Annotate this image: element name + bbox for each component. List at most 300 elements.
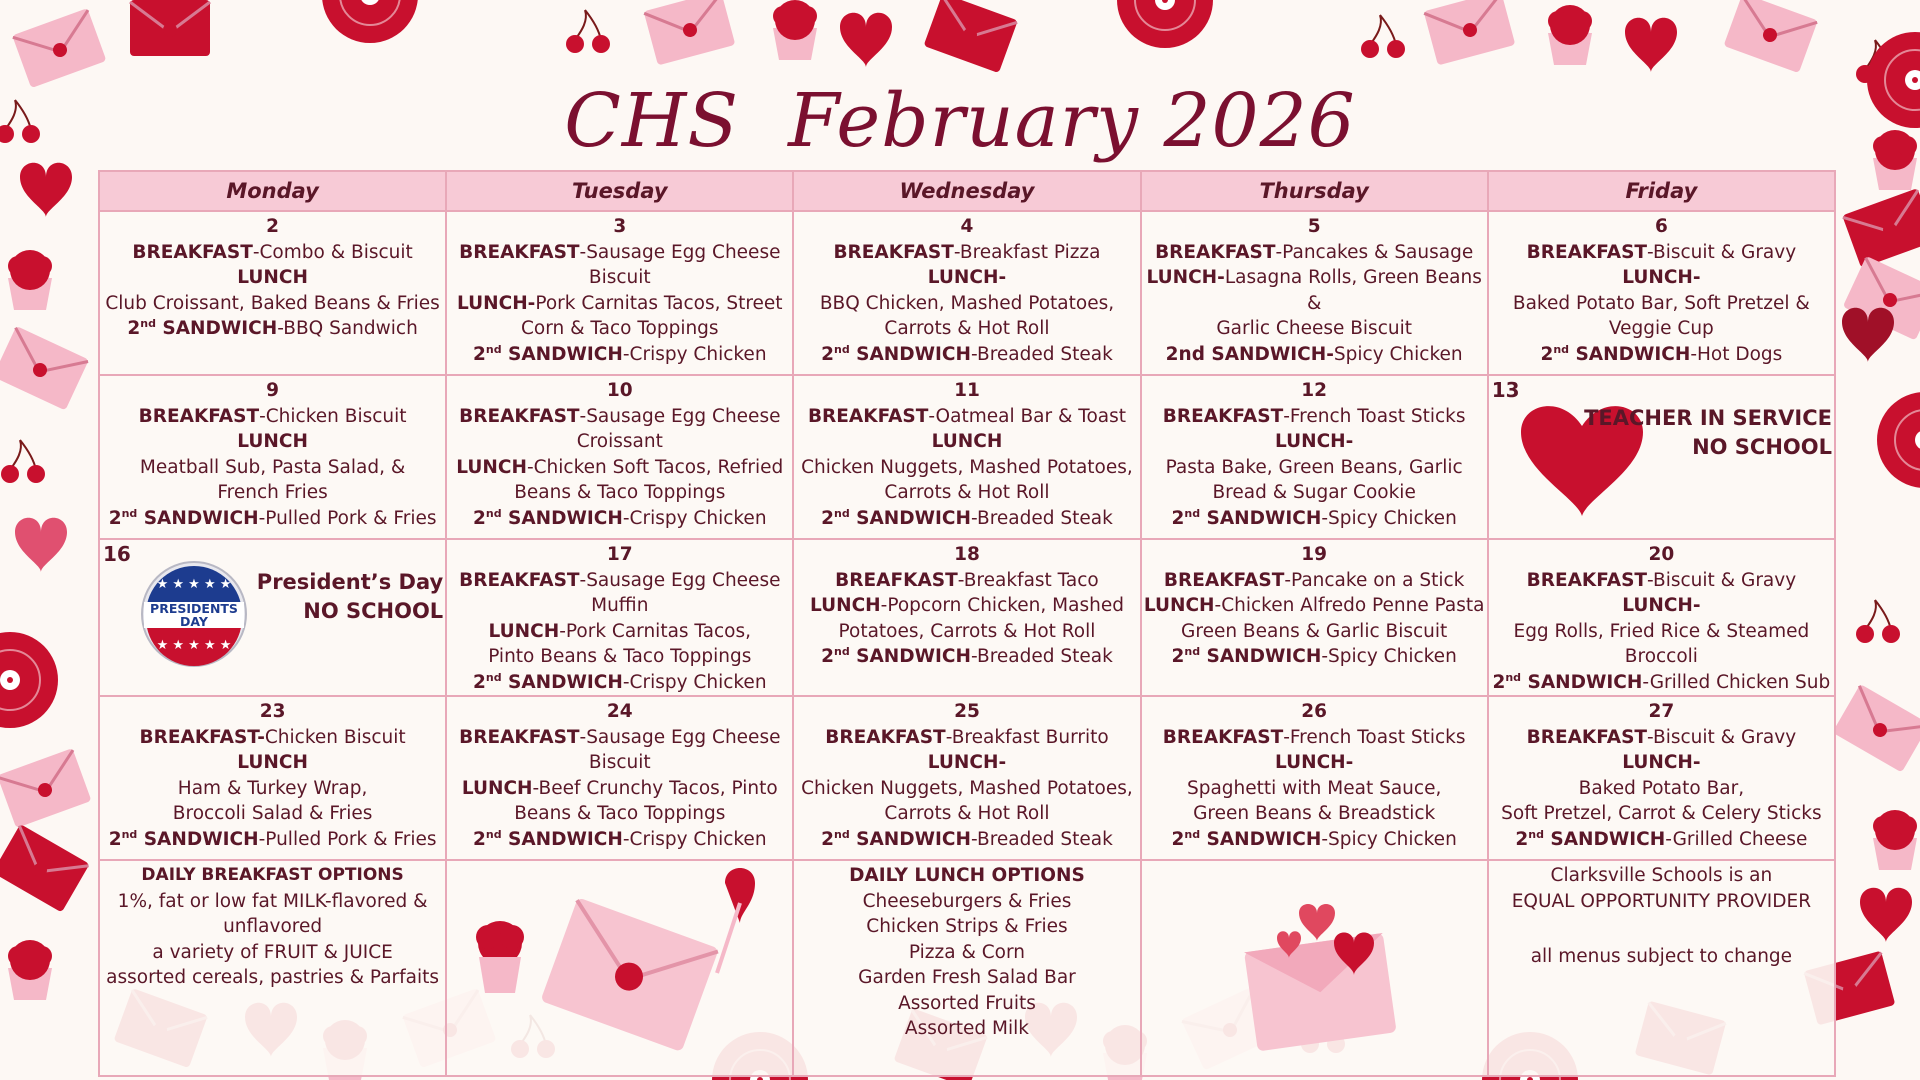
weekday-header: Friday <box>1488 171 1835 211</box>
menu-line <box>795 240 1138 266</box>
day-number: 27 <box>1648 701 1675 722</box>
menu-line <box>1143 644 1486 670</box>
svg-text:★ ★ ★ ★ ★: ★ ★ ★ ★ ★ <box>156 638 232 653</box>
menu-line-text: -Sausage Egg Cheese <box>579 405 781 427</box>
menu-line <box>101 404 444 430</box>
day-number: 23 <box>259 701 286 722</box>
menu-line-text: Croissant <box>576 431 663 452</box>
menu-line-text: Spicy Chicken <box>1333 343 1463 365</box>
menu-line-text: Carrots & Hot Roll <box>884 318 1050 339</box>
menu-line <box>1490 342 1833 368</box>
menu-line-label: LUNCH <box>237 431 308 452</box>
menu-line-label: BREAKFAST <box>132 241 253 263</box>
menu-line <box>448 644 791 670</box>
daily-breakfast-options <box>99 860 446 1076</box>
menu-line <box>101 455 444 481</box>
menu-line-text: Pasta Bake, Green Beans, Garlic <box>1165 456 1463 478</box>
menu-line-text: Spaghetti with Meat Sauce, <box>1186 777 1442 799</box>
menu-line-label: 2 <box>473 343 486 365</box>
day-number: 10 <box>606 380 633 401</box>
menu-line-text: Chicken Biscuit <box>264 726 406 748</box>
menu-line <box>795 568 1138 594</box>
menu-line <box>795 316 1138 342</box>
day-number: 9 <box>266 380 280 401</box>
menu-line-text: Green Beans & Breadstick <box>1193 803 1436 824</box>
menu-line-text: Meatball Sub, Pasta Salad, & <box>139 456 406 478</box>
menu-line <box>1490 801 1833 827</box>
week-row <box>99 539 1835 696</box>
menu-line <box>1143 776 1486 802</box>
menu-line <box>448 291 791 317</box>
menu-line <box>1143 455 1486 481</box>
menu-line-text: Carrots & Hot Roll <box>884 803 1050 824</box>
menu-line-text: -Breaded Steak <box>971 646 1113 667</box>
menu-line-text: Garlic Cheese Biscuit <box>1216 318 1412 339</box>
ordinal-suffix: nd <box>1528 827 1544 841</box>
menu-day-cell <box>793 696 1140 860</box>
menu-line-label: BREAKFAST <box>1155 241 1276 263</box>
decorative-cell <box>446 860 793 1076</box>
menu-line-label: SANDWICH <box>501 343 623 365</box>
menu-line <box>448 342 791 368</box>
menu-line-text: BBQ Chicken, Mashed Potatoes, <box>819 292 1115 314</box>
menu-line-label: BREAKFAST <box>1526 569 1648 591</box>
menu-line <box>795 644 1138 670</box>
lunch-option-line: Pizza & Corn <box>908 941 1025 963</box>
menu-line-label: SANDWICH <box>155 318 278 339</box>
menu-line-label: SANDWICH <box>849 646 971 667</box>
menu-line <box>448 429 791 455</box>
menu-line-label: LUNCH <box>931 431 1003 452</box>
menu-line <box>795 291 1138 317</box>
decorative-cell <box>1141 860 1488 1076</box>
badge-text: PRESIDENTS <box>150 601 238 616</box>
menu-line-text: Beans & Taco Toppings <box>514 482 726 503</box>
svg-text:★ ★ ★ ★ ★: ★ ★ ★ ★ ★ <box>156 577 232 592</box>
menu-line-label: LUNCH- <box>927 267 1007 288</box>
menu-line-label: LUNCH <box>809 595 881 616</box>
menu-line-text: -Sausage Egg Cheese <box>579 726 781 748</box>
menu-line-text: Biscuit <box>588 267 651 288</box>
menu-line <box>101 240 444 266</box>
menu-line <box>795 342 1138 368</box>
menu-line <box>1490 725 1833 751</box>
menu-line-text: -Sausage Egg Cheese <box>579 569 781 591</box>
week-row <box>99 696 1835 860</box>
menu-line-text: Potatoes, Carrots & Hot Roll <box>838 620 1096 642</box>
lunch-option-line: Chicken Strips & Fries <box>866 916 1068 937</box>
closure-message-line: President’s Day <box>256 570 444 594</box>
menu-line-text: -Pancakes & Sausage <box>1275 241 1474 263</box>
menu-line-label: LUNCH- <box>1146 267 1225 288</box>
menu-line-text: Corn & Taco Toppings <box>520 318 719 339</box>
equal-opportunity-notice <box>1488 860 1835 1076</box>
lunch-option-line: Cheeseburgers & Fries <box>862 890 1072 912</box>
menu-line-label: SANDWICH <box>501 828 623 850</box>
menu-line <box>448 316 791 342</box>
menu-line-text: Beans & Taco Toppings <box>514 803 726 824</box>
menu-line <box>1143 568 1486 594</box>
menu-line-label: 2 <box>821 828 834 850</box>
menu-line <box>101 750 444 776</box>
menu-line <box>795 750 1138 776</box>
menu-line <box>1143 480 1486 506</box>
menu-day-cell <box>1488 696 1835 860</box>
breakfast-options-heading: DAILY BREAKFAST OPTIONS <box>141 865 404 885</box>
breakfast-option-line: a variety of FRUIT & JUICE <box>152 941 393 963</box>
menu-day-cell <box>793 211 1140 375</box>
menu-line <box>1143 725 1486 751</box>
badge-text: DAY <box>180 614 208 629</box>
menu-line <box>1490 240 1833 266</box>
menu-line <box>1490 619 1833 670</box>
menu-line-text: -French Toast Sticks <box>1283 405 1466 427</box>
ordinal-suffix: nd <box>834 506 850 520</box>
menu-line-text: Biscuit <box>588 752 651 773</box>
menu-line-text: -French Toast Sticks <box>1283 726 1466 748</box>
menu-line-text: Bread & Sugar Cookie <box>1212 482 1416 503</box>
menu-line-label: 2 <box>1515 828 1529 850</box>
ordinal-suffix: nd <box>121 827 138 841</box>
menu-line-label: LUNCH- <box>1622 752 1701 773</box>
menu-line-label: 2nd SANDWICH- <box>1165 343 1334 365</box>
menu-change-note: all menus subject to change <box>1530 946 1793 967</box>
menu-line-text: Muffin <box>591 595 649 616</box>
ordinal-suffix: nd <box>485 827 502 841</box>
menu-line-text: Chicken Nuggets, Mashed Potatoes, <box>801 456 1133 478</box>
menu-line <box>1143 750 1486 776</box>
menu-line <box>1490 750 1833 776</box>
menu-line-text: -Grilled Chicken Sub <box>1642 671 1831 693</box>
closure-message <box>1584 404 1832 462</box>
menu-line-label: LUNCH <box>488 620 560 642</box>
menu-line-label: BREAKFAST <box>459 405 580 427</box>
menu-line-label: BREAKFAST <box>1162 405 1284 427</box>
menu-line-label: LUNCH- <box>456 292 536 314</box>
menu-line-text: -Beef Crunchy Tacos, Pinto <box>532 777 778 799</box>
menu-line-label: 2 <box>1540 343 1554 365</box>
no-school-day-cell <box>1488 375 1835 539</box>
menu-line-text: Lasagna Rolls, Green Beans & <box>1224 267 1482 314</box>
menu-line <box>448 593 791 619</box>
menu-line-text: -Biscuit & Gravy <box>1647 569 1797 591</box>
menu-line <box>795 619 1138 645</box>
menu-line-label: 2 <box>108 507 122 529</box>
menu-line <box>448 670 791 696</box>
menu-line <box>795 593 1138 619</box>
day-number: 20 <box>1648 544 1675 565</box>
menu-line-label: LUNCH <box>237 267 308 288</box>
menu-line-label: 2 <box>821 343 834 365</box>
menu-line-label: 2 <box>1171 646 1185 667</box>
menu-line-label: BREAKFAST <box>138 405 260 427</box>
ordinal-suffix: nd <box>1184 644 1201 658</box>
menu-line-text: -Chicken Alfredo Penne Pasta <box>1214 595 1485 616</box>
day-number: 2 <box>266 216 280 237</box>
menu-line <box>795 827 1138 853</box>
menu-line <box>448 801 791 827</box>
menu-line-label: BREAKFAST <box>1163 569 1285 591</box>
day-number: 5 <box>1307 216 1321 237</box>
menu-line-label: LUNCH <box>461 777 533 799</box>
menu-line <box>1490 670 1833 696</box>
daily-lunch-options <box>793 860 1140 1076</box>
menu-line-text: -Pulled Pork & Fries <box>258 507 437 529</box>
menu-line <box>1143 240 1486 266</box>
weekday-header: Monday <box>99 171 446 211</box>
lunch-menu-calendar <box>98 170 1836 1077</box>
ordinal-suffix: nd <box>1553 342 1570 356</box>
menu-line <box>1143 801 1486 827</box>
menu-line-text: -Popcorn Chicken, Mashed <box>880 595 1124 616</box>
menu-line <box>1490 291 1833 342</box>
day-number: 26 <box>1301 701 1328 722</box>
menu-day-cell <box>99 696 446 860</box>
menu-line-label: SANDWICH <box>501 507 623 529</box>
ordinal-suffix: nd <box>485 670 502 684</box>
ordinal-suffix: nd <box>121 506 138 520</box>
menu-line-label: 2 <box>473 671 486 693</box>
menu-line-text: Chicken Nuggets, Mashed Potatoes, <box>801 777 1133 799</box>
menu-line-text: French Fries <box>217 482 328 503</box>
menu-day-cell <box>1141 211 1488 375</box>
menu-line-label: 2 <box>1492 671 1506 693</box>
menu-line-label: LUNCH- <box>1622 595 1701 616</box>
menu-line <box>1143 827 1486 853</box>
menu-line-label: BREAFKAST <box>835 569 958 591</box>
menu-line-text: Soft Pretzel, Carrot & Celery Sticks <box>1501 803 1822 824</box>
closure-message-line: NO SCHOOL <box>303 599 444 623</box>
menu-line-label: 2 <box>821 507 834 529</box>
menu-day-cell <box>1141 696 1488 860</box>
menu-day-cell <box>793 539 1140 696</box>
menu-line-label: SANDWICH <box>1200 828 1322 850</box>
menu-line <box>795 404 1138 430</box>
menu-line-label: SANDWICH <box>849 507 971 529</box>
menu-line-text: -Pork Carnitas Tacos, <box>559 620 752 642</box>
menu-line <box>101 291 444 317</box>
menu-line-text: -Pancake on a Stick <box>1284 569 1465 591</box>
menu-line-label: LUNCH <box>456 456 527 478</box>
menu-line <box>101 480 444 506</box>
menu-line <box>101 801 444 827</box>
menu-line-label: SANDWICH <box>137 828 259 850</box>
menu-line-text: -Crispy Chicken <box>622 671 767 693</box>
menu-line-label: LUNCH- <box>927 752 1007 773</box>
menu-line <box>448 404 791 430</box>
menu-line-text: -Breakfast Pizza <box>953 241 1101 263</box>
menu-line <box>101 776 444 802</box>
day-number: 18 <box>954 544 980 565</box>
menu-line-text: -Biscuit & Gravy <box>1647 726 1797 748</box>
menu-line-text: -Grilled Cheese <box>1665 828 1808 850</box>
menu-line-text: -Crispy Chicken <box>622 507 767 529</box>
menu-line-text: -Hot Dogs <box>1690 343 1783 365</box>
menu-line-text: -Spicy Chicken <box>1321 507 1457 529</box>
menu-line <box>448 750 791 776</box>
menu-line <box>101 725 444 751</box>
weekday-header: Tuesday <box>446 171 793 211</box>
menu-line <box>795 776 1138 802</box>
menu-line-text: Baked Potato Bar, <box>1578 777 1745 799</box>
menu-line-label: SANDWICH <box>1543 828 1666 850</box>
menu-line-text: Carrots & Hot Roll <box>884 482 1050 503</box>
menu-line-label: SANDWICH <box>1569 343 1691 365</box>
menu-line-label: 2 <box>473 828 486 850</box>
menu-day-cell <box>99 211 446 375</box>
day-number: 16 <box>103 542 131 566</box>
lunch-option-line: Garden Fresh Salad Bar <box>858 967 1076 988</box>
closure-message <box>257 568 443 626</box>
menu-day-cell <box>1488 211 1835 375</box>
menu-line-label: BREAKFAST <box>459 241 580 263</box>
day-number: 11 <box>954 380 980 401</box>
breakfast-option-line: 1%, fat or low fat MILK-flavored & <box>117 890 428 912</box>
day-number: 25 <box>954 701 980 722</box>
menu-day-cell <box>446 539 793 696</box>
ordinal-suffix: nd <box>485 506 502 520</box>
menu-day-cell <box>1141 539 1488 696</box>
breakfast-option-line: assorted cereals, pastries & Parfaits <box>106 967 440 988</box>
menu-line-text: Egg Rolls, Fried Rice & Steamed Broccoli <box>1513 620 1810 667</box>
weekday-header: Wednesday <box>793 171 1140 211</box>
menu-line <box>1143 506 1486 532</box>
day-number: 6 <box>1654 216 1668 237</box>
ordinal-suffix: nd <box>834 644 850 658</box>
menu-line-text: Ham & Turkey Wrap, <box>177 777 368 799</box>
ordinal-suffix: nd <box>1505 670 1522 684</box>
menu-line-label: LUNCH <box>1143 595 1215 616</box>
menu-line-text: Pinto Beans & Taco Toppings <box>488 646 752 667</box>
menu-day-cell <box>1141 375 1488 539</box>
menu-line <box>448 265 791 291</box>
day-number: 19 <box>1301 544 1328 565</box>
week-row <box>99 211 1835 375</box>
menu-line-label: BREAKFAST- <box>139 726 265 748</box>
menu-line <box>795 455 1138 481</box>
ordinal-suffix: nd <box>1184 506 1201 520</box>
menu-line-text: -Crispy Chicken <box>622 343 767 365</box>
menu-line-label: BREAKFAST <box>807 405 929 427</box>
menu-line-text: -Oatmeal Bar & Toast <box>928 405 1126 427</box>
menu-line <box>1143 316 1486 342</box>
ordinal-suffix: nd <box>140 316 156 330</box>
menu-line-label: 2 <box>473 507 486 529</box>
menu-line <box>448 506 791 532</box>
menu-line-label: SANDWICH <box>1521 671 1643 693</box>
menu-line <box>1143 619 1486 645</box>
menu-line <box>795 265 1138 291</box>
menu-line <box>795 725 1138 751</box>
menu-line <box>1143 593 1486 619</box>
ordinal-suffix: nd <box>485 342 502 356</box>
menu-line-label: LUNCH <box>237 752 308 773</box>
menu-line <box>101 506 444 532</box>
menu-line <box>448 619 791 645</box>
menu-line <box>448 455 791 481</box>
menu-line-text: -Pulled Pork & Fries <box>258 828 437 850</box>
week-row <box>99 375 1835 539</box>
menu-line-label: 2 <box>127 318 141 339</box>
menu-line-label: BREAKFAST <box>833 241 954 263</box>
menu-line <box>795 480 1138 506</box>
day-number: 24 <box>606 701 633 722</box>
menu-line <box>101 265 444 291</box>
presidents-day-badge-icon <box>138 558 250 670</box>
menu-line <box>1143 265 1486 316</box>
menu-line <box>101 827 444 853</box>
menu-line <box>1490 827 1833 853</box>
menu-line <box>795 801 1138 827</box>
menu-line <box>101 429 444 455</box>
menu-line <box>1490 265 1833 291</box>
heart-icon <box>12 0 1900 88</box>
menu-line <box>1143 429 1486 455</box>
menu-line-label: BREAKFAST <box>459 569 580 591</box>
menu-line <box>795 429 1138 455</box>
closure-message-line: NO SCHOOL <box>1692 435 1832 459</box>
weekday-header-row <box>99 171 1835 211</box>
menu-day-cell <box>446 375 793 539</box>
menu-line <box>448 725 791 751</box>
menu-line <box>1490 593 1833 619</box>
menu-line <box>1143 404 1486 430</box>
page-title: CHS February 2026 <box>564 78 1356 164</box>
day-number: 4 <box>960 216 974 237</box>
menu-line-text: -Chicken Soft Tacos, Refried <box>526 456 784 478</box>
menu-line <box>448 827 791 853</box>
menu-line-text: Broccoli Salad & Fries <box>172 803 373 824</box>
menu-line-text: Club Croissant, Baked Beans & Fries <box>105 292 440 314</box>
day-number: 13 <box>1491 378 1520 402</box>
menu-line-text: -Breakfast Burrito <box>945 726 1109 748</box>
envelope-icon <box>1149 863 1479 1063</box>
menu-line-text: Green Beans & Garlic Biscuit <box>1181 620 1448 642</box>
menu-line <box>448 240 791 266</box>
menu-day-cell <box>793 375 1140 539</box>
menu-line <box>101 316 444 342</box>
menu-line-label: LUNCH- <box>1622 267 1701 288</box>
menu-line-label: BREAKFAST <box>1526 726 1648 748</box>
ordinal-suffix: nd <box>834 342 850 356</box>
menu-line <box>795 506 1138 532</box>
menu-line-label: LUNCH- <box>1274 752 1354 773</box>
day-number: 17 <box>606 544 633 565</box>
menu-line-text: -Spicy Chicken <box>1321 646 1457 667</box>
menu-line <box>448 480 791 506</box>
menu-line-text: Pork Carnitas Tacos, Street <box>535 292 783 314</box>
day-number: 12 <box>1301 380 1328 401</box>
menu-line-label: 2 <box>1171 507 1185 529</box>
menu-line-label: SANDWICH <box>849 343 971 365</box>
menu-line <box>448 568 791 594</box>
menu-line-text: -Sausage Egg Cheese <box>579 241 781 263</box>
menu-line-text: Baked Potato Bar, Soft Pretzel & Veggie Cup <box>1512 292 1810 339</box>
menu-day-cell <box>446 696 793 860</box>
menu-line-label: SANDWICH <box>1200 507 1322 529</box>
menu-line-label: SANDWICH <box>501 671 623 693</box>
menu-line-label: BREAKFAST <box>1526 241 1648 263</box>
menu-line <box>1490 776 1833 802</box>
menu-line-label: 2 <box>108 828 122 850</box>
lunch-option-line: Assorted Milk <box>904 1018 1029 1039</box>
ordinal-suffix: nd <box>1184 827 1201 841</box>
menu-line-text: -Breakfast Taco <box>957 569 1099 591</box>
menu-line-text: -BBQ Sandwich <box>277 318 418 339</box>
menu-line-label: BREAKFAST <box>459 726 580 748</box>
footer-row <box>99 860 1835 1076</box>
menu-line-label: SANDWICH <box>1200 646 1322 667</box>
